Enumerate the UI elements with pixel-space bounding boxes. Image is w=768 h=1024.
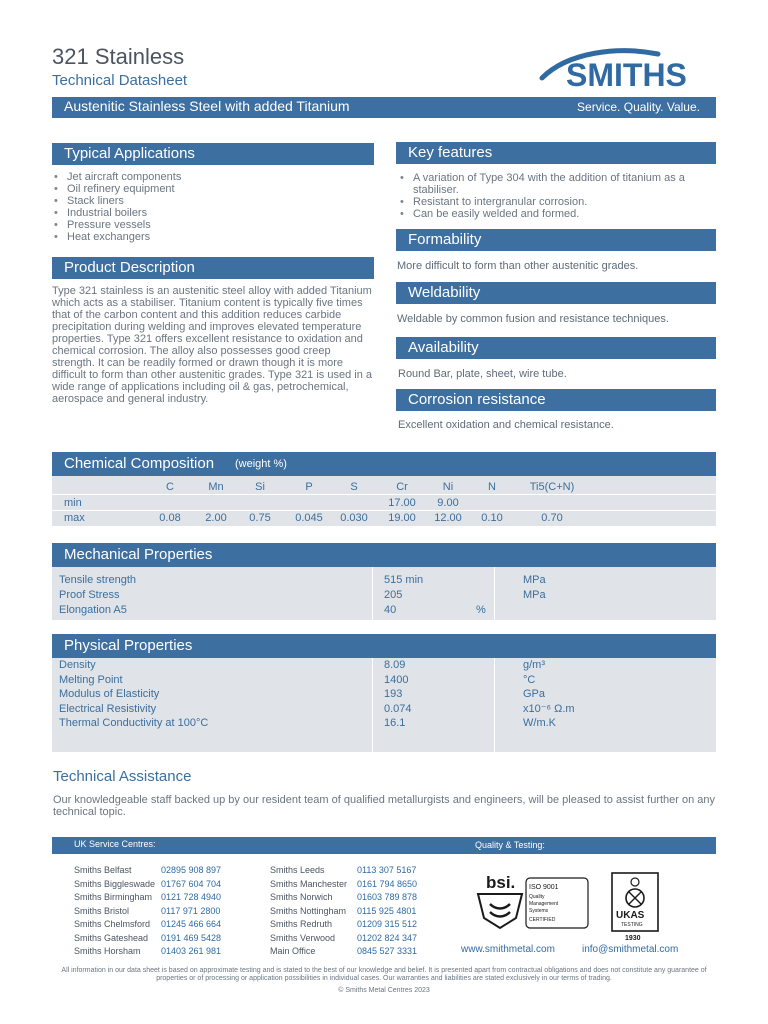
corrosion-heading: Corrosion resistance <box>396 389 716 411</box>
mech-property-value: 205 <box>384 589 403 601</box>
contact-row <box>270 878 450 892</box>
phys-property-name: Modulus of Elasticity <box>59 688 160 700</box>
svg-text:Management: Management <box>529 901 559 907</box>
list-item: • Pressure vessels <box>52 219 374 231</box>
contact-name: Smiths Biggleswade <box>74 878 156 889</box>
mech-property-name: Elongation A5 <box>59 604 127 616</box>
contact-row <box>270 932 450 946</box>
chem-header-cell: Cr <box>396 481 408 493</box>
chem-header-cell: P <box>305 481 313 493</box>
technical-assistance-text: Our knowledgeable staff backed up by our resident team of qualified metallurgists and engineers, will be pleased to assist further on any technical topic. <box>53 794 716 818</box>
crown-icon <box>631 878 639 886</box>
list-item: • Jet aircraft components <box>52 171 374 183</box>
chem-cell: 0.030 <box>340 512 368 524</box>
phys-property-name: Electrical Resistivity <box>59 702 157 715</box>
mech-property-value: 515 min <box>384 574 424 586</box>
typical-applications-heading: Typical Applications <box>52 143 374 165</box>
contact-name: Smiths Birmingham <box>74 892 153 902</box>
physical-heading: Physical Properties <box>52 634 716 658</box>
contact-name: Smiths Redruth <box>270 919 333 929</box>
chem-cell: 9.00 <box>437 497 459 509</box>
banner-right: Service. Quality. Value. <box>577 100 700 114</box>
contact-phone[interactable]: 01403 261 981 <box>161 946 222 956</box>
contact-phone[interactable]: 0121 728 4940 <box>161 892 222 902</box>
chem-row-label: min <box>64 497 82 509</box>
disclaimer: All information in our data sheet is based on approximate testing and is stated to the best of our knowledge and belief. It is presented apart from contractual obligations and does not constitute any guarantee of properties or of processing or application possibilities in individual cases. Our warranties and liabilities are stated exclusively in our terms of trading. <box>61 967 707 982</box>
chem-cell: 17.00 <box>388 497 416 509</box>
contact-name: Smiths Nottingham <box>270 905 347 916</box>
phys-property-value: 193 <box>384 688 403 700</box>
copyright: © Smiths Metal Centres 2023 <box>338 987 430 994</box>
corrosion-text: Excellent oxidation and chemical resistance. <box>398 419 614 431</box>
contact-phone[interactable]: 0117 971 2800 <box>161 905 221 916</box>
contact-row <box>74 878 254 892</box>
phys-property-value: 0.074 <box>384 702 412 715</box>
contact-phone[interactable]: 01209 315 512 <box>357 919 418 929</box>
contact-name: Smiths Horsham <box>74 946 141 956</box>
contact-phone[interactable]: 02895 908 897 <box>161 865 222 875</box>
contact-name: Smiths Gateshead <box>74 932 149 943</box>
list-item: • Can be easily welded and formed. <box>398 208 716 220</box>
phys-property-value: 8.09 <box>384 659 406 671</box>
bsi-wordmark: bsi. <box>486 873 516 892</box>
chem-cell: 19.00 <box>388 512 416 524</box>
product-description-heading: Product Description <box>52 257 374 279</box>
phys-property-value: 16.1 <box>384 717 406 729</box>
list-item: • Resistant to intergranular corrosion. <box>398 196 716 208</box>
contact-row <box>270 891 450 905</box>
contact-phone[interactable]: 01202 824 347 <box>357 932 418 943</box>
bsi-certification-badge <box>470 870 592 932</box>
typical-applications-list <box>52 171 374 243</box>
chem-header-cell: Ti5(C+N) <box>529 481 575 493</box>
service-centres-label: UK Service Centres: <box>74 839 156 849</box>
chemical-title-suffix: (weight %) <box>235 458 287 470</box>
chem-cell: 0.75 <box>249 512 271 524</box>
ukas-number: 1930 <box>625 935 641 942</box>
contact-phone[interactable]: 0113 307 5167 <box>357 865 417 875</box>
chem-header-cell: Mn <box>208 481 224 493</box>
service-bar <box>52 837 716 854</box>
mech-property-unit: MPa <box>523 589 546 601</box>
mech-property-name: Proof Stress <box>59 589 120 601</box>
phys-property-unit: x10⁻⁶ Ω.m <box>523 702 575 715</box>
chemical-composition-heading <box>52 452 716 476</box>
ukas-wordmark: UKAS <box>616 910 645 921</box>
chem-cell: 2.00 <box>205 512 227 524</box>
chem-cell: 0.045 <box>295 512 323 524</box>
contact-name: Smiths Leeds <box>270 865 325 875</box>
email-link[interactable]: info@smithmetal.com <box>582 944 679 955</box>
website-link[interactable]: www.smithmetal.com <box>461 944 555 955</box>
contact-row <box>270 918 450 932</box>
phys-property-name: Density <box>59 659 96 671</box>
list-item: • Heat exchangers <box>52 231 374 243</box>
key-features-list <box>398 172 716 220</box>
contact-row <box>270 945 450 959</box>
svg-text:TESTING: TESTING <box>621 922 643 928</box>
contact-phone[interactable]: 0845 527 3331 <box>357 946 418 956</box>
chem-row-label: max <box>64 512 85 524</box>
banner <box>52 97 716 118</box>
mech-property-unit: MPa <box>523 574 546 586</box>
contact-row <box>74 945 254 959</box>
phys-property-unit: °C <box>523 673 536 686</box>
contact-phone[interactable]: 01245 466 664 <box>161 919 222 929</box>
phys-property-unit: W/m.K <box>523 717 556 729</box>
contact-row <box>74 932 254 946</box>
mech-property-name: Tensile strength <box>59 574 137 586</box>
contact-phone[interactable]: 0191 469 5428 <box>161 932 222 943</box>
contact-name: Smiths Bristol <box>74 905 130 916</box>
availability-text: Round Bar, plate, sheet, wire tube. <box>398 368 567 380</box>
phys-property-name: Thermal Conductivity at 100°C <box>59 717 209 729</box>
technical-assistance-heading: Technical Assistance <box>53 768 192 785</box>
contact-row <box>74 864 254 878</box>
contact-row <box>74 905 254 919</box>
chem-header-cell: N <box>488 481 496 493</box>
chem-cell: 0.70 <box>541 512 563 524</box>
formability-heading: Formability <box>396 229 716 251</box>
list-item: • A variation of Type 304 with the addition of titanium as a stabiliser. <box>398 172 716 196</box>
contact-name: Smiths Norwich <box>270 892 333 902</box>
svg-text:CERTIFIED: CERTIFIED <box>529 917 556 923</box>
availability-heading: Availability <box>396 337 716 359</box>
smiths-logo <box>538 44 718 92</box>
page-subtitle: Technical Datasheet <box>52 72 188 89</box>
mech-property-value: 40 <box>384 604 397 616</box>
contact-phone[interactable]: 01603 789 878 <box>357 892 418 902</box>
contacts-left <box>74 864 254 959</box>
logo-wordmark: SMITHS <box>566 57 687 92</box>
contacts-right <box>270 864 450 959</box>
chem-header-cell: Ni <box>442 481 454 493</box>
contact-phone[interactable]: 0115 925 4801 <box>357 905 417 916</box>
phys-property-name: Melting Point <box>59 673 123 686</box>
chem-cell: 12.00 <box>434 512 462 524</box>
chem-header-cell: C <box>166 481 174 493</box>
contact-row <box>74 891 254 905</box>
phys-property-unit: GPa <box>523 688 546 700</box>
weldability-heading: Weldability <box>396 282 716 304</box>
formability-text: More difficult to form than other austenitic grades. <box>397 260 639 272</box>
svg-text:Quality: Quality <box>529 894 545 900</box>
contact-name: Smiths Manchester <box>270 878 348 889</box>
chemical-title: Chemical Composition <box>64 455 215 472</box>
contact-name: Smiths Chelmsford <box>74 919 151 929</box>
key-features-heading: Key features <box>396 142 716 164</box>
list-item: • Stack liners <box>52 195 374 207</box>
iso-title: ISO 9001 <box>529 884 559 891</box>
contact-phone[interactable]: 0161 794 8650 <box>357 878 418 889</box>
weldability-text: Weldable by common fusion and resistance techniques. <box>397 313 669 325</box>
banner-left: Austenitic Stainless Steel with added Titanium <box>64 98 350 114</box>
contact-name: Main Office <box>270 946 316 956</box>
contact-name: Smiths Belfast <box>74 865 132 875</box>
list-item: • Oil refinery equipment <box>52 183 374 195</box>
contact-row <box>270 905 450 919</box>
chem-header-cell: Si <box>255 481 265 493</box>
phys-property-value: 1400 <box>384 673 409 686</box>
chem-cell: 0.10 <box>481 512 503 524</box>
svg-text:Systems: Systems <box>529 908 549 914</box>
chem-cell: 0.08 <box>159 512 181 524</box>
contact-phone[interactable]: 01767 604 704 <box>161 878 222 889</box>
chem-header-cell: S <box>350 481 358 493</box>
mech-inline-unit: % <box>476 604 486 616</box>
list-item: • Industrial boilers <box>52 207 374 219</box>
contact-row <box>270 864 450 878</box>
product-description-text: Type 321 stainless is an austenitic steel alloy with added Titanium which acts as a stabiliser. Titanium content is typically five times that of the carbon content and this addition reduces carbide precipitation during welding and improves elevated temperature properties. Type 321 offers excellent resistance to oxidation and chemical corrosion. The alloy also possesses good creep strength. It can be readily formed or drawn though it is more difficult to form than other austenitic grades. Type 321 is used in a wide range of applications including oil & gas, petrochemical, aerospace and general industry. <box>52 285 373 405</box>
page-title: 321 Stainless <box>52 44 185 69</box>
contact-name: Smiths Verwood <box>270 932 336 943</box>
ukas-certification-badge <box>610 872 662 942</box>
contact-row <box>74 918 254 932</box>
mechanical-heading: Mechanical Properties <box>52 543 716 567</box>
phys-property-unit: g/m³ <box>523 659 545 671</box>
quality-testing-label: Quality & Testing: <box>475 840 545 850</box>
